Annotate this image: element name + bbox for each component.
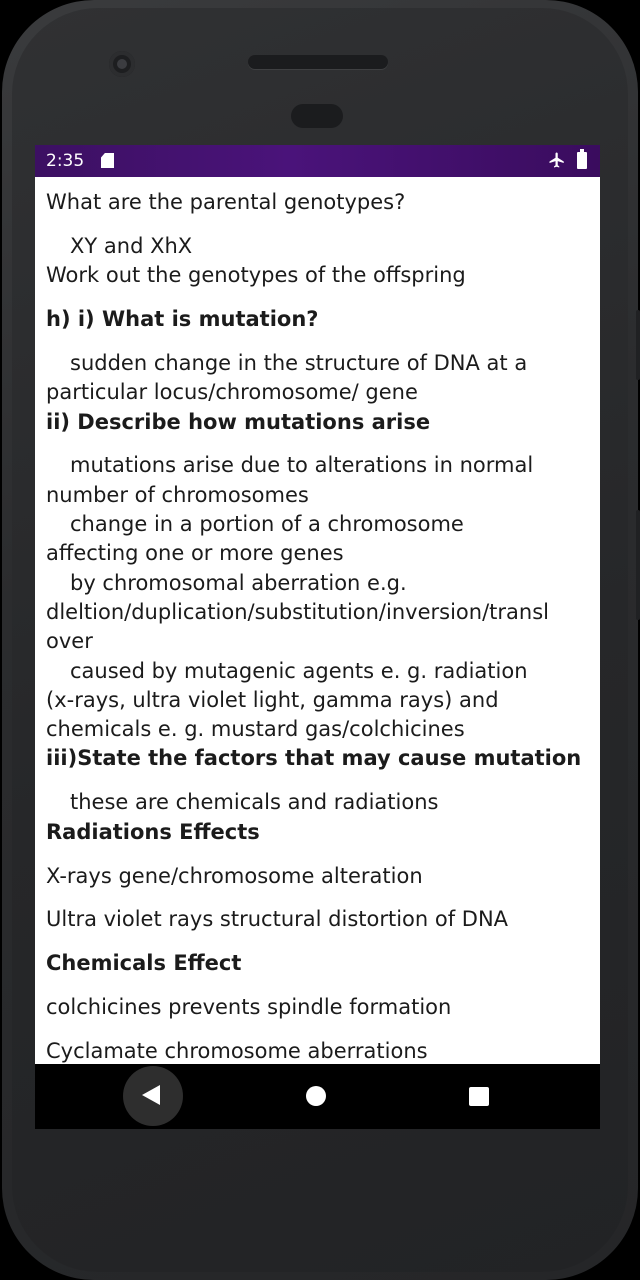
heading-how-mutations-arise: ii) Describe how mutations arise	[46, 409, 431, 434]
list-item-continuation: (x-rays, ultra violet light, gamma rays) and	[46, 687, 499, 712]
screen	[35, 145, 600, 1129]
chemical-effect-row: colchicines prevents spindle formation	[46, 995, 452, 1020]
chemical-effect-row: Cyclamate chromosome aberrations	[46, 1039, 428, 1064]
radiation-effect-row: X-rays gene/chromosome alteration	[46, 863, 423, 888]
list-item-text: XY and XhX	[70, 233, 193, 258]
proximity-sensor	[291, 104, 343, 128]
power-button	[636, 510, 640, 620]
radiation-effect-row: Ultra violet rays structural distortion of DNA	[46, 907, 509, 932]
list-item	[46, 569, 600, 598]
heading-chemicals-effect: Chemicals Effect	[46, 951, 242, 976]
sd-card-icon	[101, 153, 114, 168]
list-item	[46, 788, 600, 817]
status-bar	[35, 145, 600, 177]
list-item	[46, 232, 600, 261]
list-item-continuation: particular locus/chromosome/ gene	[46, 380, 418, 405]
heading-factors-causing-mutation: iii)State the factors that may cause mutation	[46, 746, 582, 771]
home-icon[interactable]	[306, 1086, 326, 1106]
front-camera	[109, 51, 135, 77]
question-parental-genotypes: What are the parental genotypes?	[46, 190, 406, 214]
recents-icon[interactable]	[469, 1087, 489, 1106]
document-content	[46, 177, 600, 1065]
list-item-continuation: number of chromosomes	[46, 482, 309, 507]
list-item-continuation: affecting one or more genes	[46, 541, 344, 566]
list-item-continuation: chemicals e. g. mustard gas/colchicines	[46, 717, 465, 742]
earpiece-speaker	[248, 55, 388, 69]
status-time: 2:35	[46, 151, 85, 171]
question-offspring: Work out the genotypes of the offspring	[46, 263, 466, 288]
battery-icon	[577, 152, 587, 169]
volume-button	[636, 310, 640, 380]
list-item-text: by chromosomal aberration e.g.	[70, 570, 407, 595]
list-item-text: caused by mutagenic agents e. g. radiation	[70, 658, 528, 683]
heading-radiations-effects: Radiations Effects	[46, 819, 260, 844]
list-item-text: sudden change in the structure of DNA at a	[70, 350, 528, 375]
list-item-continuation: dleltion/duplication/substitution/inversion/transl	[46, 599, 549, 624]
list-item-text: change in a portion of a chromosome	[70, 512, 464, 537]
list-item	[46, 657, 600, 686]
list-item	[46, 510, 600, 539]
list-item-text: mutations arise due to alterations in normal	[70, 453, 534, 478]
back-icon[interactable]	[142, 1085, 160, 1105]
heading-what-is-mutation: h) i) What is mutation?	[46, 307, 319, 332]
list-item	[46, 349, 600, 378]
list-item	[46, 451, 600, 480]
list-item-text: these are chemicals and radiations	[70, 790, 439, 815]
navigation-bar	[35, 1064, 600, 1129]
airplane-mode-icon	[548, 151, 566, 169]
list-item-continuation: over	[46, 629, 93, 654]
